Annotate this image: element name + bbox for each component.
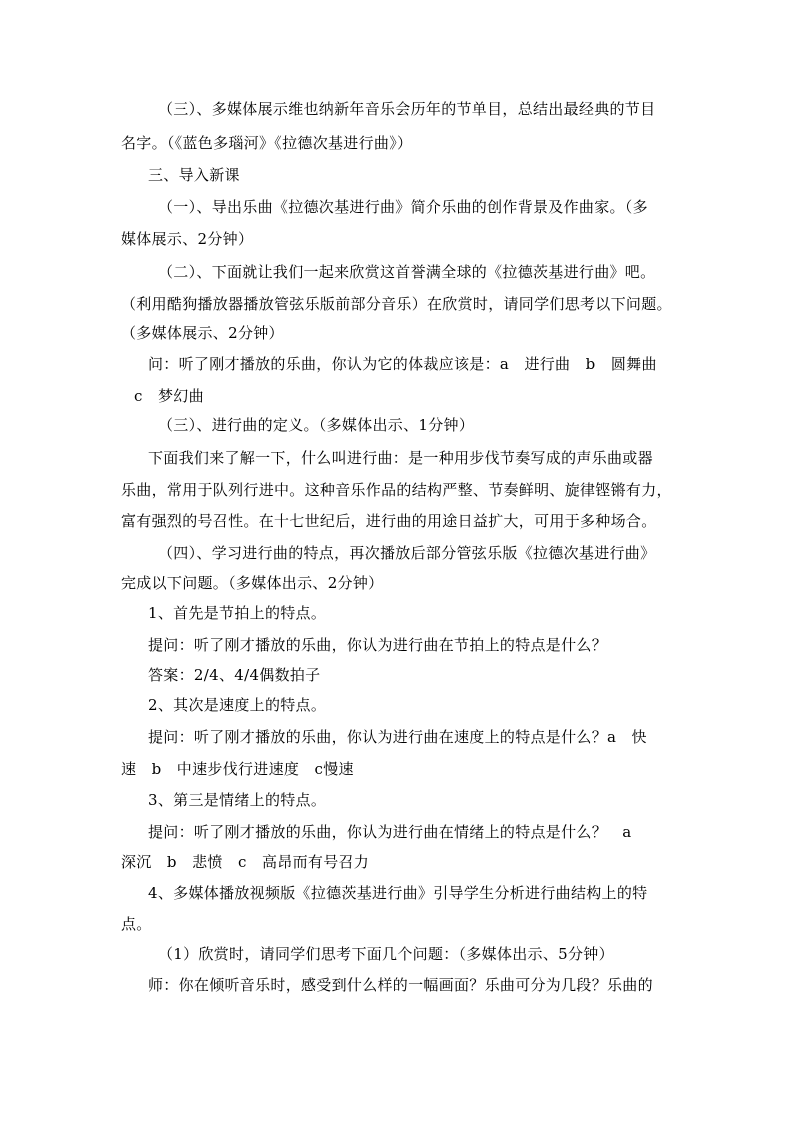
text-line: 名字。（《蓝色多瑙河》《拉德次基进行曲》）: [121, 134, 413, 152]
text-line: 速 b 中速步伐行进速度 c慢速: [121, 760, 354, 778]
text-line: （1）欣赏时，请同学们思考下面几个问题：（多媒体出示、5分钟）: [158, 945, 614, 963]
text-line: 师：你在倾听音乐时，感受到什么样的一幅画面？乐曲可分为几段？乐曲的: [148, 976, 653, 994]
text-line: 乐曲，常用于队列行进中。这种音乐作品的结构严整、节奏鲜明、旋律铿锵有力，: [121, 481, 672, 499]
text-line: 答案：2/4、4/4偶数拍子: [148, 666, 321, 684]
text-line: 点。: [121, 915, 152, 933]
text-line: （一）、导出乐曲《拉德次基进行曲》简介乐曲的创作背景及作曲家。（多: [158, 198, 648, 216]
text-line: （四）、学习进行曲的特点，再次播放后部分管弦乐版《拉德次基进行曲》: [158, 544, 656, 562]
text-line: （三）、进行曲的定义。（多媒体出示、1分钟）: [158, 416, 475, 434]
text-line: 媒体展示、2分钟）: [121, 230, 254, 248]
text-line: 3、第三是情绪上的特点。: [148, 791, 327, 809]
text-line: 提问：听了刚才播放的乐曲，你认为进行曲在速度上的特点是什么？a 快: [148, 728, 647, 746]
text-line: 完成以下问题。（多媒体出示、2分钟）: [121, 574, 384, 592]
text-line: c 梦幻曲: [134, 387, 204, 405]
text-line: 提问：听了刚才播放的乐曲，你认为进行曲在节拍上的特点是什么？: [148, 636, 608, 654]
text-line: 4、多媒体播放视频版《拉德茨基进行曲》引导学生分析进行曲结构上的特: [148, 884, 648, 902]
text-line: 问：听了刚才播放的乐曲，你认为它的体裁应该是：a 进行曲 b 圆舞曲: [148, 355, 657, 373]
text-line: （三）、多媒体展示维也纳新年音乐会历年的节单目，总结出最经典的节目: [158, 100, 656, 118]
text-line: 提问：听了刚才播放的乐曲，你认为进行曲在情绪上的特点是什么？ a: [148, 823, 632, 841]
text-line: 2、其次是速度上的特点。: [148, 696, 327, 714]
section-heading: 三、导入新课: [148, 166, 240, 184]
text-line: （二）、下面就让我们一起来欣赏这首誉满全球的《拉德茨基进行曲》吧。: [158, 263, 656, 281]
text-line: 富有强烈的号召性。在十七世纪后，进行曲的用途日益扩大，可用于多种场合。: [121, 512, 657, 530]
text-line: 1、首先是节拍上的特点。: [148, 604, 327, 622]
text-line: 深沉 b 悲愤 c 高昂而有号召力: [121, 853, 370, 871]
text-line: （多媒体展示、2分钟）: [121, 324, 284, 342]
text-line: （利用酷狗播放器播放管弦乐版前部分音乐）在欣赏时，请同学们思考以下问题。: [121, 295, 672, 313]
text-line: 下面我们来了解一下，什么叫进行曲：是一种用步伐节奏写成的声乐曲或器: [148, 449, 653, 467]
